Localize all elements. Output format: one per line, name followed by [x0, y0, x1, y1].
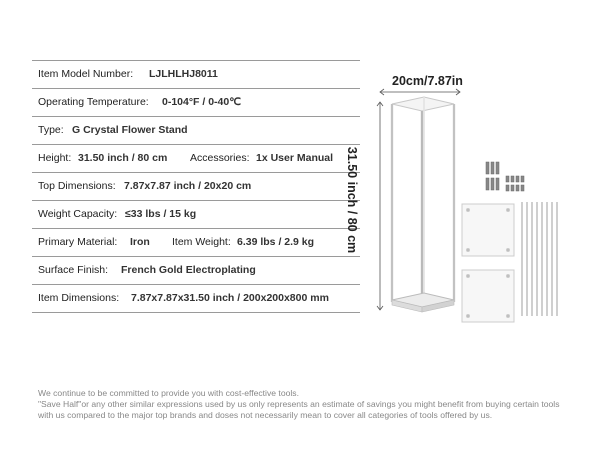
spec-row-material — [32, 229, 360, 257]
product-illustration — [362, 70, 562, 330]
top-dimensions-label: Top Dimensions: — [38, 180, 116, 192]
height-value: 31.50 inch / 80 cm — [78, 152, 168, 164]
material-value: Iron — [130, 236, 150, 248]
spec-row-weight-capacity — [32, 201, 360, 229]
finish-value: French Gold Electroplating — [121, 264, 256, 276]
temperature-value: 0-104°F / 0-40℃ — [162, 96, 242, 108]
width-dimension-label: 20cm/7.87in — [392, 74, 463, 88]
spec-row-temperature — [32, 89, 360, 117]
model-label: Item Model Number: — [38, 68, 134, 80]
finish-label: Surface Finish: — [38, 264, 109, 276]
weight-capacity-value: ≤33 lbs / 15 kg — [125, 208, 197, 220]
weight-capacity-label: Weight Capacity: — [38, 208, 118, 220]
height-dimension-label: 31.50 inch / 80 cm — [345, 146, 359, 254]
spec-row-height — [32, 145, 360, 173]
disclaimer-line-2: "Save Half"or any other similar expressions used by us only represents an estimate of savings you might benefit from buying certain tools with us compared to the major top brands and doses not necessarily mean to cover all categories of tools offered by us. — [38, 398, 560, 420]
item-weight-label: Item Weight: — [172, 236, 231, 248]
material-label: Primary Material: — [38, 236, 118, 248]
spec-row-model — [32, 60, 360, 89]
width-arrow — [380, 89, 460, 95]
type-value: G Crystal Flower Stand — [72, 124, 188, 136]
spec-row-top-dimensions — [32, 173, 360, 201]
type-label: Type: — [38, 124, 64, 136]
temperature-label: Operating Temperature: — [38, 96, 149, 108]
height-arrow — [377, 102, 383, 310]
spec-table — [32, 60, 360, 313]
screw-set — [486, 162, 524, 191]
item-weight-value: 6.39 lbs / 2.9 kg — [237, 236, 315, 248]
acrylic-plates — [462, 204, 514, 322]
height-label: Height: — [38, 152, 72, 164]
support-rods — [522, 202, 557, 316]
accessories-label: Accessories: — [190, 152, 250, 164]
item-dimensions-label: Item Dimensions: — [38, 292, 120, 304]
item-dimensions-value: 7.87x7.87x31.50 inch / 200x200x800 mm — [131, 292, 329, 304]
spec-row-item-dimensions — [32, 285, 360, 313]
top-dimensions-value: 7.87x7.87 inch / 20x20 cm — [124, 180, 252, 192]
accessories-value: 1x User Manual — [256, 152, 334, 164]
spec-row-finish — [32, 257, 360, 285]
spec-row-type — [32, 117, 360, 145]
flower-stand — [392, 97, 454, 312]
disclaimer-line-1: We continue to be committed to provide you with cost-effective tools. — [38, 388, 299, 398]
model-value: LJLHLHJ8011 — [149, 68, 218, 80]
disclaimer — [38, 388, 573, 420]
